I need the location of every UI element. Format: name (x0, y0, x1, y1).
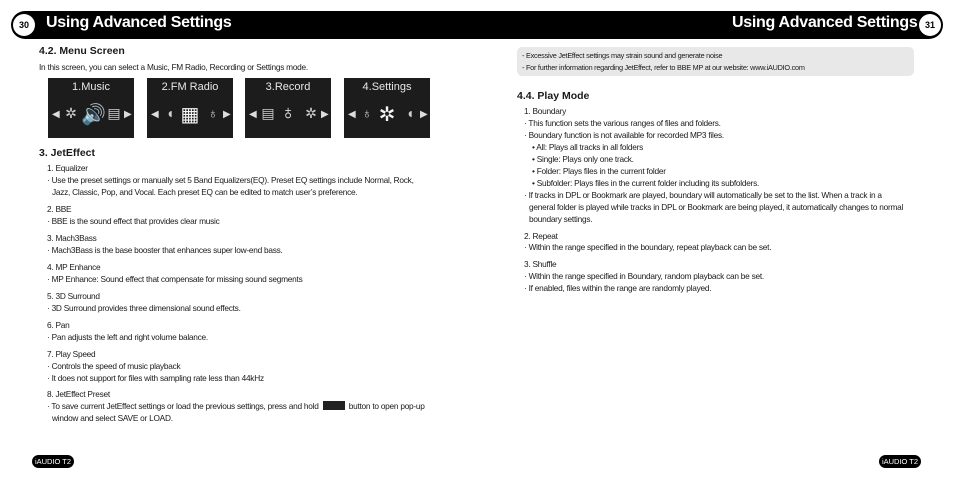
chevron-left-icon: ◀ (348, 109, 356, 120)
play-mode-line: · This function sets the various ranges of files and folders. (524, 118, 721, 128)
chevron-left-icon: ◀ (52, 109, 60, 120)
jeteffect-item-title: 4. MP Enhance (47, 262, 101, 272)
screen-title: 4.Settings (362, 81, 412, 93)
screen-title: 2.FM Radio (161, 81, 219, 93)
jeteffect-preset-title: 8. JetEffect Preset (47, 389, 110, 399)
jeteffect-item-line: · MP Enhance: Sound effect that compensate for missing sound segments (47, 274, 303, 284)
screen-title: 3.Record (265, 81, 311, 93)
play-mode-line: · Within the range specified in Boundary, random playback can be set. (524, 271, 764, 281)
jeteffect-heading: 3. JetEffect (39, 147, 96, 159)
gear-icon: ✲ (378, 104, 396, 126)
jeteffect-item-line: · BBE is the sound effect that provides clear music (47, 216, 220, 226)
jeteffect-preset-line: window and select SAVE or LOAD. (52, 413, 173, 423)
menu-screen-intro: In this screen, you can select a Music, FM Radio, Recording or Settings mode. (39, 62, 308, 72)
chevron-right-icon: ▶ (223, 109, 231, 120)
page-number-right: 31 (919, 14, 941, 36)
play-mode-heading: 4.4. Play Mode (517, 90, 590, 102)
footer-badge-left: iAUDIO T2 (32, 455, 74, 468)
play-mode-line: boundary settings. (529, 214, 593, 224)
microphone-icon: ♁ (361, 105, 373, 121)
chevron-left-icon: ◀ (249, 109, 257, 120)
radio-icon: ▤ (107, 105, 121, 121)
page-title-left: Using Advanced Settings (46, 14, 232, 31)
jeteffect-item-title: 3. Mach3Bass (47, 233, 97, 243)
play-mode-line: • Single: Plays only one track. (532, 154, 634, 164)
speaker-icon: 🔊 (81, 104, 106, 126)
gear-icon: ✲ (65, 105, 77, 121)
speaker-icon: ◖ (405, 105, 415, 121)
menu-screen-record (245, 78, 331, 138)
jeteffect-item-line: · It does not support for files with sampling rate less than 44kHz (47, 373, 264, 383)
play-mode-line: · Within the range specified in the boundary, repeat playback can be set. (524, 242, 772, 252)
screen-title: 1.Music (72, 81, 110, 93)
jeteffect-item-line: · Mach3Bass is the base booster that enhances super low-end bass. (47, 245, 283, 255)
play-mode-line: • All: Plays all tracks in all folders (532, 142, 643, 152)
chevron-right-icon: ▶ (321, 109, 329, 120)
play-mode-line: • Subfolder: Plays files in the current folder including its subfolders. (532, 178, 760, 188)
play-mode-line: • Folder: Plays files in the current folder (532, 166, 666, 176)
play-mode-line: 1. Boundary (524, 106, 566, 116)
note-line: - Excessive JetEffect settings may strain sound and generate noise (522, 51, 723, 60)
menu-screen-music (48, 78, 134, 138)
jeteffect-item-title: 6. Pan (47, 320, 70, 330)
jeteffect-item-line: · Use the preset settings or manually set 5 Band Equalizers(EQ). Preset EQ settings include Normal, Rock, (47, 175, 414, 185)
jeteffect-item-title: 1. Equalizer (47, 163, 88, 173)
play-mode-line: general folder is played while tracks in DPL or Bookmark are being played, it automatically changes to normal (529, 202, 904, 212)
page-number-left: 30 (13, 14, 35, 36)
menu-screen-heading: 4.2. Menu Screen (39, 45, 125, 57)
gear-icon: ✲ (305, 105, 317, 121)
microphone-icon: ♁ (280, 102, 296, 124)
page-title-right: Using Advanced Settings (732, 14, 918, 31)
hold-button-icon (323, 401, 345, 410)
jeteffect-item-title: 5. 3D Surround (47, 291, 100, 301)
preset-text-after: button to open pop-up (348, 401, 425, 411)
note-line: - For further information regarding JetEffect, refer to BBE MP at our website: www.iAUDIO.com (522, 63, 805, 72)
jeteffect-item-line: Jazz, Classic, Pop, and Vocal. Each preset EQ can be edited to match user’s preference. (52, 187, 358, 197)
menu-screen-settings (344, 78, 430, 138)
play-mode-line: 3. Shuffle (524, 259, 557, 269)
jeteffect-preset-line (47, 400, 425, 412)
radio-icon: ▦ (180, 104, 200, 126)
speaker-icon: ◖ (165, 105, 175, 121)
jeteffect-item-line: · 3D Surround provides three dimensional sound effects. (47, 303, 241, 313)
chevron-right-icon: ▶ (124, 109, 132, 120)
chevron-right-icon: ▶ (420, 109, 428, 120)
jeteffect-item-title: 7. Play Speed (47, 349, 96, 359)
play-mode-line: · If enabled, files within the range are randomly played. (524, 283, 712, 293)
play-mode-line: · If tracks in DPL or Bookmark are played, boundary will automatically be set to the list. When a track in a (524, 190, 882, 200)
menu-screen-fm-radio (147, 78, 233, 138)
play-mode-line: 2. Repeat (524, 231, 558, 241)
preset-text-before: · To save current JetEffect settings or load the previous settings, press and hold (47, 401, 319, 411)
radio-icon: ▤ (261, 105, 275, 121)
play-mode-line: · Boundary function is not available for recorded MP3 files. (524, 130, 724, 140)
jeteffect-item-line: · Pan adjusts the left and right volume balance. (47, 332, 208, 342)
footer-badge-right: iAUDIO T2 (879, 455, 921, 468)
jeteffect-item-title: 2. BBE (47, 204, 72, 214)
chevron-left-icon: ◀ (151, 109, 159, 120)
jeteffect-item-line: · Controls the speed of music playback (47, 361, 181, 371)
microphone-icon: ♁ (207, 105, 219, 121)
